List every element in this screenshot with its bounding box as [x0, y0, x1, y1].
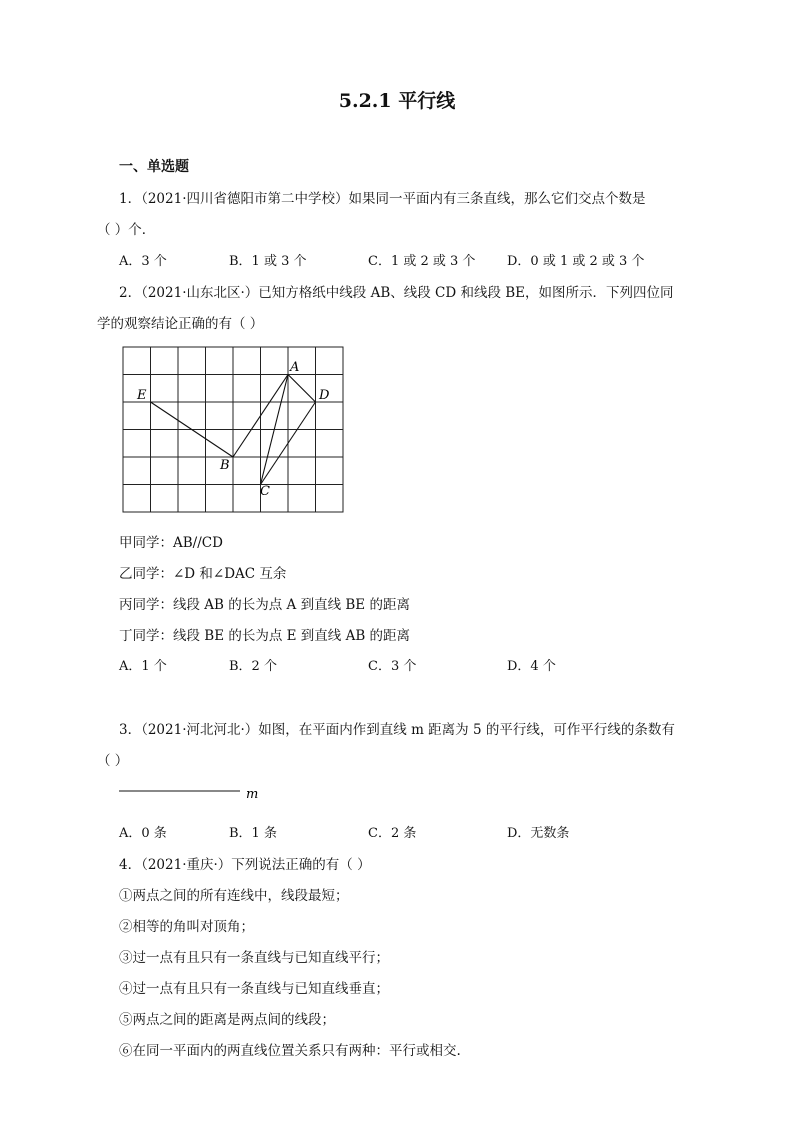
q2-statement-ding: 丁同学：线段 BE 的长为点 E 到直线 AB 的距离: [119, 628, 411, 644]
q2-statement-bing: 丙同学：线段 AB 的长为点 A 到直线 BE 的距离: [119, 597, 410, 613]
q3-option-d[interactable]: D．无数条: [507, 826, 570, 841]
label-a: A: [290, 360, 300, 375]
q2-option-a[interactable]: A．1 个: [119, 659, 167, 674]
label-b: B: [220, 458, 230, 473]
q2-stem-line1: 2．（2021·山东北区·）已知方格纸中线段 AB、线段 CD 和线段 BE，如图所示．下列四位同: [119, 285, 674, 301]
q3-option-a[interactable]: A．0 条: [119, 826, 167, 841]
q1-option-a[interactable]: A．3 个: [119, 254, 167, 269]
q1-option-c[interactable]: C．1 或 2 或 3 个: [368, 254, 476, 269]
page-title: 5.2.1 平行线: [338, 90, 456, 112]
q1-option-b[interactable]: B．1 或 3 个: [229, 254, 307, 269]
q2-option-b[interactable]: B．2 个: [229, 659, 277, 674]
label-c: C: [260, 484, 270, 499]
q4-statement-1: ①两点之间的所有连线中，线段最短；: [119, 888, 349, 904]
segment-ad: [288, 375, 316, 403]
q2-option-c[interactable]: C．3 个: [368, 659, 417, 674]
q2-option-d[interactable]: D．4 个: [507, 659, 556, 674]
q4-statement-5: ⑤两点之间的距离是两点间的线段；: [119, 1012, 335, 1028]
line-m-label: m: [246, 787, 259, 802]
q3-line-m-figure: [118, 782, 268, 802]
section-heading: 一、单选题: [119, 159, 189, 175]
q1-stem-line1: 1．（2021·四川省德阳市第二中学校）如果同一平面内有三条直线，那么它们交点个数是: [119, 191, 646, 207]
q4-statement-6: ⑥在同一平面内的两直线位置关系只有两种：平行或相交.: [119, 1043, 461, 1059]
q4-statement-3: ③过一点有且只有一条直线与已知直线平行；: [119, 950, 389, 966]
q3-stem-line1: 3．（2021·河北河北·）如图，在平面内作到直线 m 距离为 5 的平行线，可作平行线的条数有: [119, 722, 675, 738]
q1-stem-line2: （ ）个．: [97, 222, 156, 238]
q2-stem-line2: 学的观察结论正确的有（ ）: [97, 316, 264, 332]
q1-option-d[interactable]: D．0 或 1 或 2 或 3 个: [507, 254, 645, 269]
q2-grid-figure: [118, 342, 350, 518]
q4-stem: 4．（2021·重庆·）下列说法正确的有（ ）: [119, 857, 371, 873]
q2-statement-yi: 乙同学：∠D 和∠DAC 互余: [119, 566, 287, 582]
q2-statement-jia: 甲同学：AB//CD: [119, 535, 223, 551]
q3-option-b[interactable]: B．1 条: [229, 826, 277, 841]
q4-statement-2: ②相等的角叫对顶角；: [119, 919, 254, 935]
q3-option-c[interactable]: C．2 条: [368, 826, 417, 841]
label-e: E: [137, 388, 147, 403]
q3-stem-line2: （ ）: [97, 753, 129, 769]
q4-statement-4: ④过一点有且只有一条直线与已知直线垂直；: [119, 981, 389, 997]
label-d: D: [319, 388, 330, 403]
